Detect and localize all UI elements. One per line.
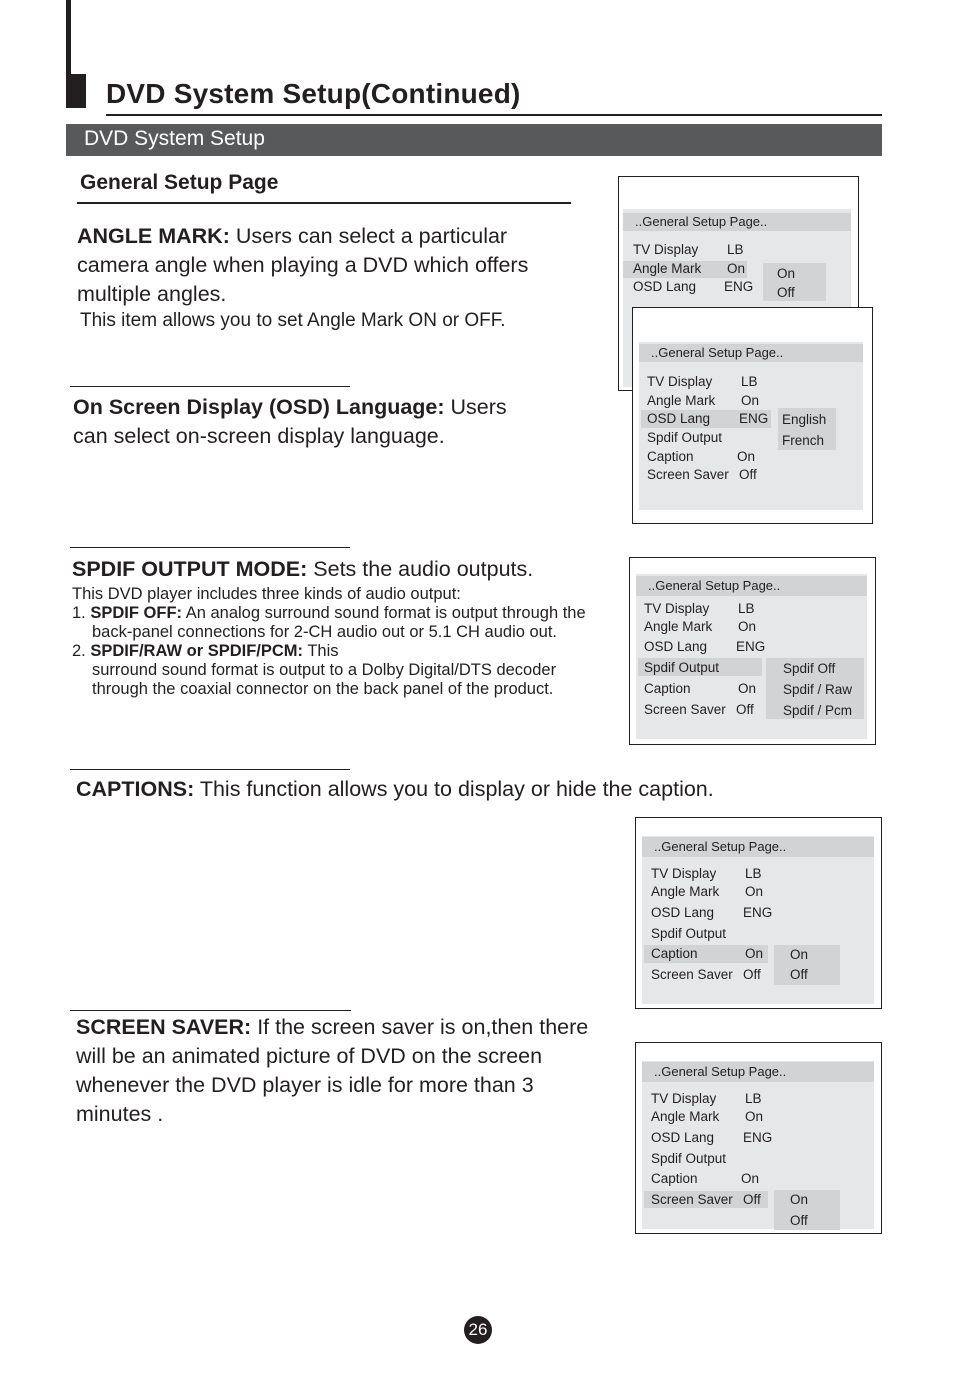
- menu-header: ..General Setup Page..: [636, 576, 867, 596]
- menu-header: ..General Setup Page..: [642, 1062, 874, 1082]
- option-on[interactable]: On: [790, 1192, 809, 1207]
- angle-mark-line-2: camera angle when playing a DVD which offers: [77, 253, 529, 277]
- section-band-label: DVD System Setup: [84, 127, 265, 150]
- subheading: General Setup Page: [80, 171, 279, 194]
- menu-header: ..General Setup Page..: [642, 837, 874, 857]
- spdif-item-1-cont: back-panel connections for 2-CH audio out or 5.1 CH audio out.: [92, 623, 558, 641]
- screen-saver-line-1: If the screen saver is on,then there: [251, 1015, 589, 1039]
- angle-mark-line-3: multiple angles.: [77, 282, 227, 306]
- angle-mark-line-1: Users can select a particular: [229, 224, 508, 248]
- spdif-heading-rest: Sets the audio outputs.: [307, 557, 534, 581]
- spdif-intro: This DVD player includes three kinds of audio output:: [72, 585, 461, 603]
- captions-paragraph: [76, 775, 714, 804]
- option-spdif-pcm[interactable]: Spdif / Pcm: [783, 703, 853, 718]
- spdif-item-2-number: 2.: [72, 642, 91, 660]
- captions-text: This function allows you to display or hide the caption.: [194, 777, 714, 801]
- screen-saver-heading: SCREEN SAVER:: [76, 1015, 252, 1039]
- option-off[interactable]: Off: [790, 967, 808, 982]
- menu-header: ..General Setup Page..: [639, 344, 863, 362]
- spdif-item-2-text: This: [303, 642, 339, 660]
- osd-line-2: can select on-screen display language.: [73, 424, 445, 448]
- separator-spdif: [70, 547, 350, 548]
- option-spdif-off[interactable]: Spdif Off: [783, 661, 836, 676]
- option-off[interactable]: Off: [777, 285, 795, 300]
- osd-line-1: Users: [444, 395, 507, 419]
- osd-paragraph: [73, 393, 507, 451]
- option-english[interactable]: English: [782, 412, 827, 427]
- screen-saver-line-4: minutes .: [76, 1102, 164, 1126]
- spdif-item-2-cont-2: through the coaxial connector on the back panel of the product.: [92, 680, 554, 698]
- option-french[interactable]: French: [782, 433, 825, 448]
- spdif-item-2-cont-1: surround sound format is output to a Dolby Digital/DTS decoder: [92, 661, 557, 679]
- spdif-item-1-number: 1.: [72, 604, 91, 622]
- menu-screen-screen-saver: ..General Setup Page.. TV Display LB Angle Mark On OSD Lang ENG Spdif Output Caption On Screen Saver Off On Off: [635, 1042, 882, 1234]
- angle-mark-heading: ANGLE MARK:: [77, 224, 230, 248]
- angle-mark-paragraph: [77, 222, 528, 309]
- menu-header: ..General Setup Page..: [623, 213, 851, 231]
- spdif-heading: SPDIF OUTPUT MODE:: [72, 557, 308, 581]
- menu-screen-spdif-output: ..General Setup Page.. TV Display LB Angle Mark On OSD Lang ENG Spdif Output Caption On Screen Saver Off Spdif Off Spdif / Raw Spdif / Pcm: [629, 557, 876, 745]
- screen-saver-line-2: will be an animated picture of DVD on the screen: [76, 1044, 543, 1068]
- screen-saver-line-3: whenever the DVD player is idle for more than 3: [76, 1073, 534, 1097]
- option-off[interactable]: Off: [790, 1213, 808, 1228]
- separator-captions: [70, 769, 350, 770]
- screen-saver-paragraph: [76, 1013, 588, 1129]
- separator-screen-saver: [70, 1010, 351, 1011]
- option-on[interactable]: On: [777, 266, 796, 281]
- spdif-item-1-label: SPDIF OFF:: [90, 604, 183, 622]
- page-title: DVD System Setup(Continued): [106, 78, 521, 109]
- title-underline: [106, 114, 882, 116]
- captions-heading: CAPTIONS:: [76, 777, 195, 801]
- subheading-underline: [77, 202, 571, 204]
- menu-screen-osd-lang: ..General Setup Page.. TV Display LB Angle Mark On OSD Lang ENG Spdif Output Caption On Screen Saver Off English French: [632, 307, 873, 524]
- spdif-heading-line: [72, 555, 533, 584]
- page-number: 26: [464, 1316, 492, 1344]
- osd-heading: On Screen Display (OSD) Language:: [73, 395, 445, 419]
- spdif-item-2-label: SPDIF/RAW or SPDIF/PCM:: [90, 642, 304, 660]
- option-on[interactable]: On: [790, 947, 809, 962]
- menu-screen-caption: ..General Setup Page.. TV Display LB Angle Mark On OSD Lang ENG Spdif Output Caption On Screen Saver Off On Off: [635, 817, 882, 1009]
- spdif-body: [72, 585, 586, 699]
- title-marker-block: [66, 74, 86, 108]
- separator-osd: [70, 386, 350, 387]
- spdif-item-1-text: An analog surround sound format is output through the: [182, 604, 586, 622]
- menu-screen-angle-mark: ..General Setup Page.. TV Display LB Angle Mark On OSD Lang ENG On Off: [618, 176, 859, 391]
- angle-mark-note: This item allows you to set Angle Mark ON or OFF.: [80, 310, 506, 331]
- option-spdif-raw[interactable]: Spdif / Raw: [783, 682, 853, 697]
